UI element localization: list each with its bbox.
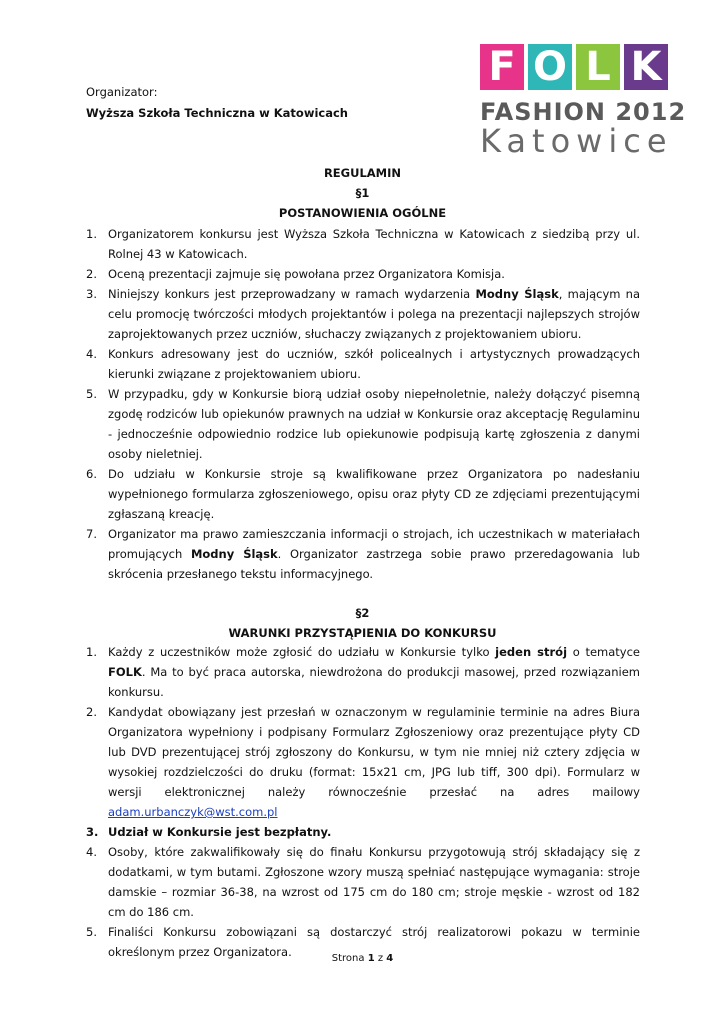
list-item-number: 1. xyxy=(86,227,97,241)
list-item-number: 3. xyxy=(86,825,99,839)
email-link[interactable]: adam.urbanczyk@wst.com.pl xyxy=(108,805,278,819)
list-item-number: 5. xyxy=(86,925,97,939)
organizer-label: Organizator: xyxy=(86,85,158,99)
list-item-number: 2. xyxy=(86,267,97,281)
list-item-number: 4. xyxy=(86,845,97,859)
list-item xyxy=(86,822,640,842)
list-item xyxy=(86,224,640,264)
logo-letter: F xyxy=(480,44,524,90)
list-item xyxy=(86,842,640,922)
list-item-text: Organizatorem konkursu jest Wyższa Szkoła Techniczna w Katowicach z siedzibą przy ul. Rolnej 43 w Katowicach. xyxy=(108,227,640,261)
page-footer xyxy=(0,953,725,964)
list-item-text: o tematyce xyxy=(567,645,640,659)
logo-letters xyxy=(480,44,668,90)
list-item-bold-text: FOLK xyxy=(108,665,142,679)
logo-letter: K xyxy=(624,44,668,90)
footer-page-total: 4 xyxy=(386,953,394,964)
list-item-bold-text: Modny Śląsk xyxy=(190,547,278,561)
list-item-text: Konkurs adresowany jest do uczniów, szkół policealnych i artystycznych prowadzących kierunki związane z projektowaniem ubioru. xyxy=(108,347,640,381)
list-item xyxy=(86,264,640,284)
list-item-text: Do udziału w Konkursie stroje są kwalifikowane przez Organizatora po nadesłaniu wypełnionego formularza zgłoszeniowego, opisu oraz płyty CD ze zdjęciami prezentującymi zgłaszaną kreację. xyxy=(108,467,640,521)
list-item-number: 1. xyxy=(86,645,97,659)
list-item-text: Niniejszy konkurs jest przeprowadzany w ramach wydarzenia xyxy=(108,287,476,301)
list-item-number: 2. xyxy=(86,705,97,719)
footer-sep: z xyxy=(377,953,384,964)
list-item-bold-text: Udział w Konkursie jest bezpłatny. xyxy=(108,825,332,839)
document-title: REGULAMIN xyxy=(323,166,402,180)
list-item-text: Kandydat obowiązany jest przesłań w oznaczonym w regulaminie terminie na adres Biura Organizatora wypełniony i podpisany Formularz Zgłoszeniowy oraz prezentujące płyty CD lub DVD prezentującej strój zgłoszony do Konkursu, w tym nie mniej niż cztery zdjęcia w wysokiej rozdzielczości do druku (format: 15x21 cm, JPG lub tiff, 300 dpi). Formularz w wersji elektronicznej należy równocześnie przesłać na adres mailowy xyxy=(108,705,640,799)
section1-heading: POSTANOWIENIA OGÓLNE xyxy=(278,206,447,220)
list-item-text: Każdy z uczestników może zgłosić do udziału w Konkursie tylko xyxy=(108,645,496,659)
list-item-bold-text: Modny Śląsk xyxy=(475,287,559,301)
list-item-number: 7. xyxy=(86,527,97,541)
folk-fashion-logo xyxy=(480,44,687,160)
list-item-number: 5. xyxy=(86,387,97,401)
list-item-text: W przypadku, gdy w Konkursie biorą udział osoby niepełnoletnie, należy dołączyć pisemną zgodę rodziców lub opiekunów prawnych na udział w Konkursie oraz akceptację Regulaminu - jednocześnie odpowiednio rodzice lub opiekunowie podpisują kartę zgłoszenia z danymi osoby nieletniej. xyxy=(108,387,640,461)
list-item-bold-text: jeden strój xyxy=(495,645,568,659)
footer-page-number: 1 xyxy=(367,953,375,964)
list-item xyxy=(86,284,640,344)
list-item-text: . Ma to być praca autorska, niewdrożona do produkcji masowej, przed rozwiązaniem konkursu. xyxy=(108,665,640,699)
list-item-text: , mającym na celu promocję twórczości młodych projektantów i polega na prezentacji najlepszych strojów zaprojektowanych przez uczniów, słuchaczy związanych z projektowaniem ubioru. xyxy=(108,287,641,341)
list-item xyxy=(86,344,640,384)
list-item-text: . Organizator zastrzega sobie prawo przeredagowania lub skrócenia przesłanego tekstu informacyjnego. xyxy=(108,547,640,581)
list-item-text: Finaliści Konkursu zobowiązani są dostarczyć strój realizatorowi pokazu w terminie określonym przez Organizatora. xyxy=(108,925,640,959)
section1-list xyxy=(86,224,640,584)
section2-heading: WARUNKI PRZYSTĄPIENIA DO KONKURSU xyxy=(228,626,497,640)
list-item-text: Organizator ma prawo zamieszczania informacji o strojach, ich uczestnikach w materiałach promujących xyxy=(108,527,640,561)
organizer-name: Wyższa Szkoła Techniczna w Katowicach xyxy=(86,106,348,120)
list-item-number: 6. xyxy=(86,467,97,481)
list-item xyxy=(86,464,640,524)
section1-number: §1 xyxy=(355,186,370,200)
logo-city-text: Katowice xyxy=(480,122,673,160)
list-item-text: Osoby, które zakwalifikowały się do finału Konkursu przygotowują strój składający się z dodatkami, w tym butami. Zgłoszone wzory muszą spełniać następujące wymagania: stroje damskie – rozmiar 36-38, na wzrost od 175 cm do 180 cm; stroje męskie - wzrost od 182 cm do 186 cm. xyxy=(108,845,640,919)
logo-letter: O xyxy=(528,44,572,90)
list-item-number: 4. xyxy=(86,347,97,361)
list-item-text: Oceną prezentacji zajmuje się powołana przez Organizatora Komisja. xyxy=(108,267,505,281)
section2-list xyxy=(86,642,640,962)
footer-prefix: Strona xyxy=(331,953,365,964)
logo-letter: L xyxy=(576,44,620,90)
section2-number: §2 xyxy=(355,606,370,620)
list-item xyxy=(86,384,640,464)
list-item xyxy=(86,642,640,702)
list-item-number: 3. xyxy=(86,287,97,301)
list-item xyxy=(86,702,640,822)
logo-fashion-text: FASHION 2012 xyxy=(480,98,687,126)
list-item xyxy=(86,524,640,584)
